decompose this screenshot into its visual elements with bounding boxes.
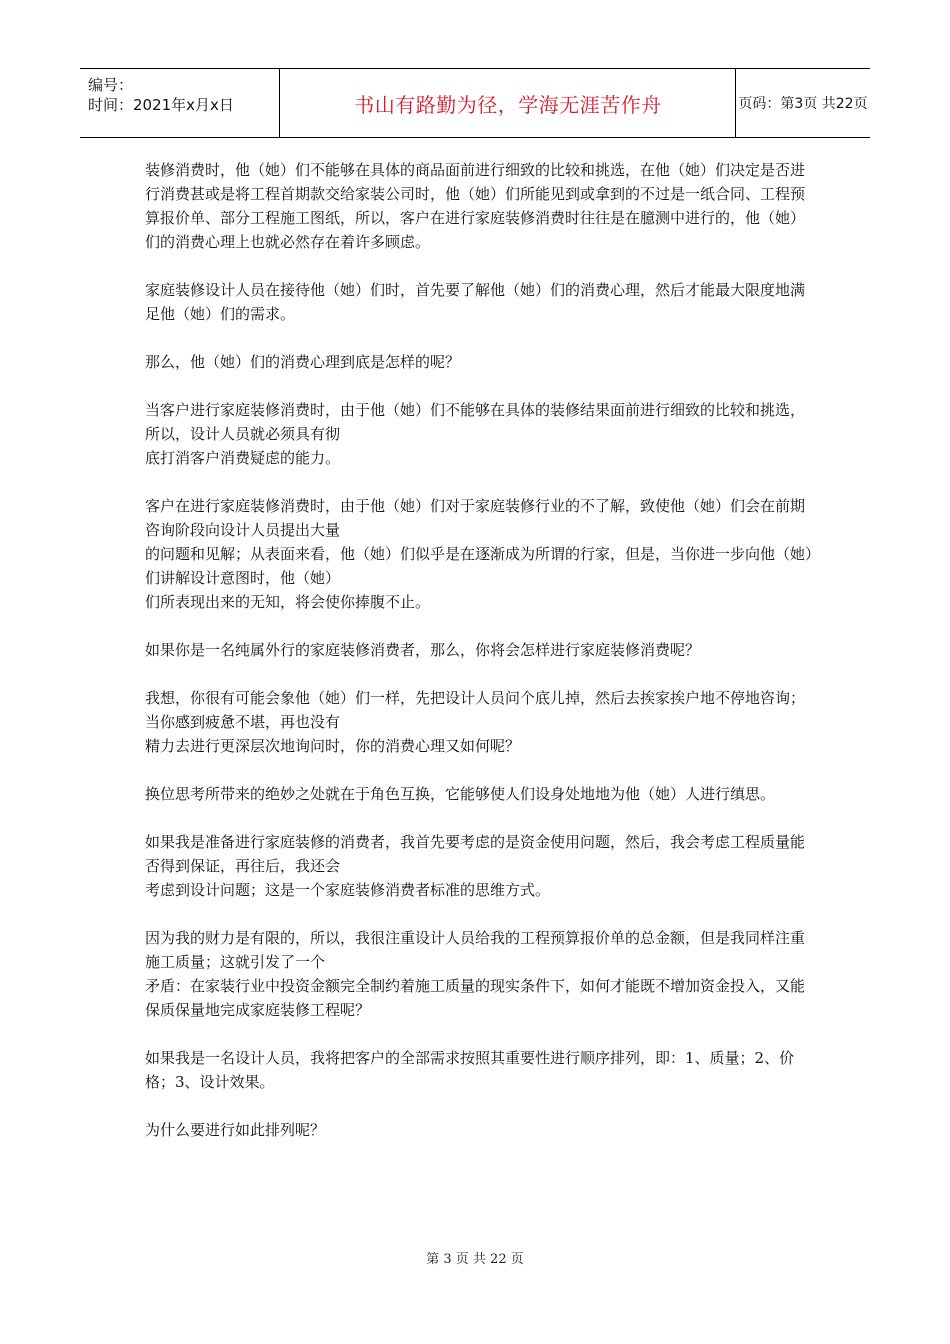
paragraph: 那么，他（她）们的消费心理到底是怎样的呢？	[145, 353, 461, 371]
document-body	[145, 158, 813, 1166]
paragraph: 家庭装修设计人员在接待他（她）们时，首先要了解他（她）们的消费心理，然后才能最大限度地满足他（她）们的需求。	[145, 281, 806, 323]
paragraph: 客户在进行家庭装修消费时，由于他（她）们对于家庭装修行业的不了解，致使他（她）们会在前期咨询阶段向设计人员提出大量 的问题和见解；从表面来看，他（她）们似乎是在逐渐成为所谓的行家，但是，当你进一步向他（她）们讲解设计意图时，他（她） 们所表现出来的无知，将会使你捧腹不止。	[145, 497, 813, 611]
paragraph: 如果我是一名设计人员，我将把客户的全部需求按照其重要性进行顺序排列，即：1、质量；2、价格；3、设计效果。	[145, 1049, 795, 1091]
paragraph: 当客户进行家庭装修消费时，由于他（她）们不能够在具体的装修结果面前进行细致的比较和挑选，所以，设计人员就必须具有彻 底打消客户消费疑虑的能力。	[145, 401, 806, 467]
document-number-label: 编号：	[88, 76, 134, 94]
paragraph: 如果我是准备进行家庭装修的消费者，我首先要考虑的是资金使用问题，然后，我会考虑工程质量能否得到保证，再往后，我还会 考虑到设计问题；这是一个家庭装修消费者标准的思维方式。	[145, 833, 806, 899]
header-page-info: 页码：第3页 共22页	[738, 96, 868, 112]
paragraph: 如果你是一名纯属外行的家庭装修消费者，那么，你将会怎样进行家庭装修消费呢？	[145, 641, 701, 659]
paragraph: 因为我的财力是有限的，所以，我很注重设计人员给我的工程预算报价单的总金额，但是我同样注重施工质量；这就引发了一个 矛盾：在家装行业中投资金额完全制约着施工质量的现实条件下，如何才能既不增加资金投入，又能保质保量地完成家庭装修工程呢？	[145, 929, 806, 1019]
page-footer: 第 3 页 共 22 页	[426, 1252, 524, 1267]
header-motto: 书山有路勤为径，学海无涯苦作舟	[281, 69, 736, 137]
paragraph: 为什么要进行如此排列呢？	[145, 1121, 326, 1139]
paragraph: 装修消费时，他（她）们不能够在具体的商品面前进行细致的比较和挑选，在他（她）们决定是否进行消费甚或是将工程首期款交给家装公司时，他（她）们所能见到或拿到的不过是一纸合同、工程预算报价单、部分工程施工图纸，所以，客户在进行家庭装修消费时往往是在臆测中进行的，他（她）们的消费心理上也就必然存在着许多顾虑。	[145, 161, 806, 251]
page-header	[80, 68, 870, 138]
header-meta	[80, 69, 280, 137]
paragraph: 我想，你很有可能会象他（她）们一样，先把设计人员问个底儿掉，然后去挨家挨户地不停地咨询；当你感到疲惫不堪，再也没有 精力去进行更深层次地询问时，你的消费心理又如何呢？	[145, 689, 806, 755]
paragraph: 换位思考所带来的绝妙之处就在于角色互换，它能够使人们设身处地地为他（她）人进行缜思。	[145, 785, 776, 803]
document-time-label: 时间：2021年x月x日	[88, 96, 234, 114]
